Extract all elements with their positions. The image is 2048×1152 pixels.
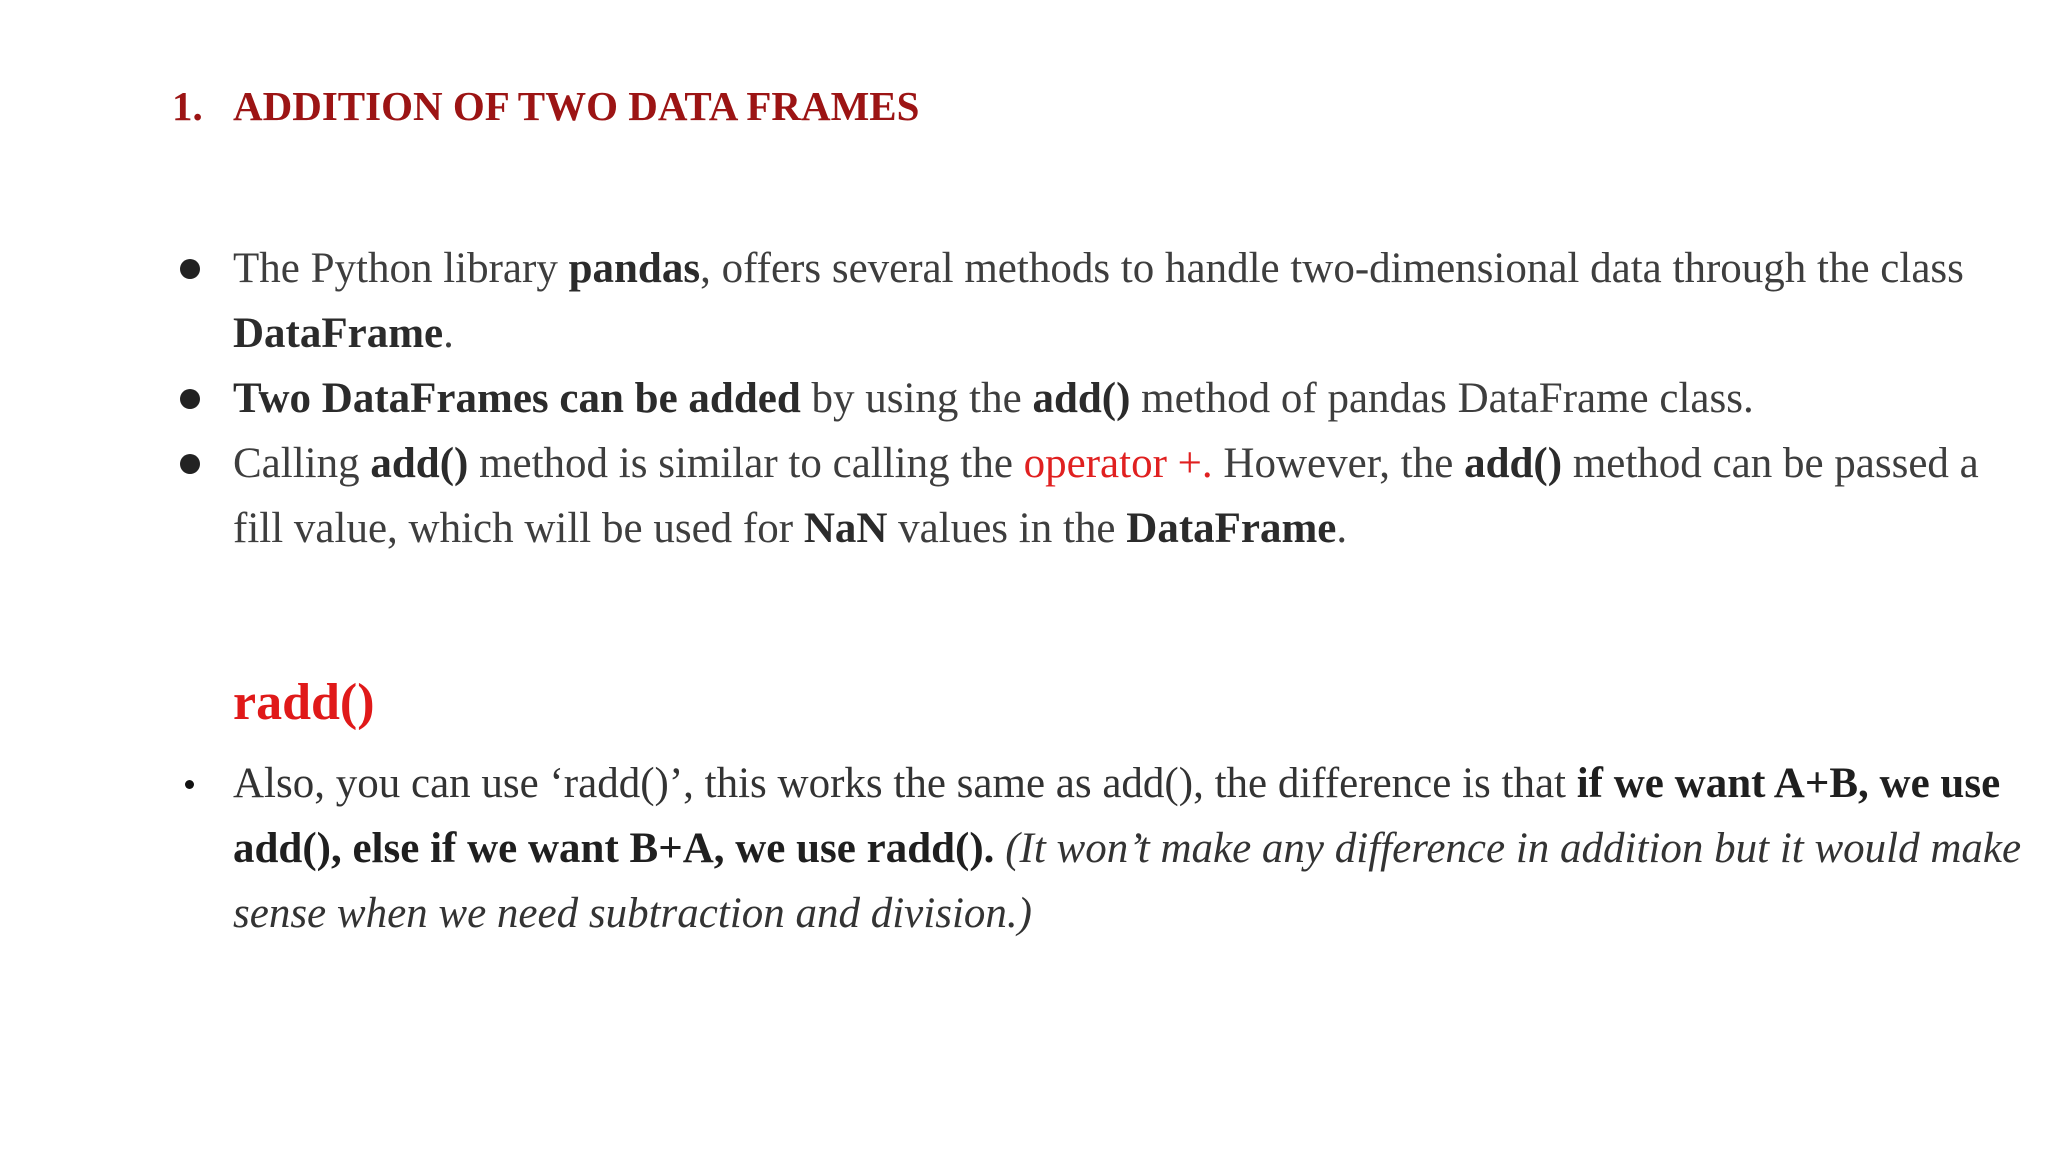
bullet-text: The Python library	[233, 245, 569, 292]
bullet-text: , offers several methods to handle two-dimensional data through the class	[700, 245, 1964, 292]
section-title: ADDITION OF TWO DATA FRAMES	[233, 83, 920, 129]
bullet-icon	[180, 389, 200, 409]
bullet-text: Also, you can use ‘radd()’, this works the same as add(), the difference is that	[233, 760, 1577, 807]
bullet-text: Calling	[233, 440, 371, 487]
bullet-text	[994, 825, 1005, 872]
bullet-text: by using the	[800, 375, 1033, 422]
bullet-bold-text: if we want A+B, we use add(), else if we want B+A, we use radd().	[233, 760, 2001, 872]
bullet-bold-text: DataFrame	[233, 310, 444, 357]
list-item	[172, 431, 2032, 561]
italic-note: (It won’t make any difference in addition but it would make sense when we need subtraction and division.)	[233, 825, 2022, 937]
section-heading	[172, 78, 919, 134]
bullet-list	[172, 236, 2032, 561]
radd-bullet-list	[172, 751, 2032, 946]
bullet-bold-text: add()	[1464, 440, 1563, 487]
list-item	[172, 751, 2032, 946]
bullet-icon	[185, 780, 194, 789]
bullet-bold-text: Two DataFrames can be added	[233, 375, 801, 422]
bullet-bold-text: DataFrame	[1126, 505, 1337, 552]
bullet-text: .	[443, 310, 454, 357]
bullet-text: method is similar to calling the	[468, 440, 1024, 487]
list-item	[172, 236, 2032, 366]
bullet-text: .	[1336, 505, 1348, 552]
list-item	[172, 366, 2032, 431]
bullet-text: However, the	[1212, 440, 1465, 487]
bullet-bold-text: add()	[370, 440, 469, 487]
bullet-bold-text: NaN	[803, 505, 888, 552]
bullet-text: method of pandas DataFrame class.	[1130, 375, 1754, 422]
section-number: 1.	[172, 83, 203, 129]
bullet-text: values in the	[887, 505, 1127, 552]
bullet-icon	[180, 259, 200, 279]
highlighted-text: operator +.	[1023, 440, 1213, 487]
bullet-text: method can be passed a fill value, which will be used for	[233, 440, 1979, 552]
subheading: radd()	[233, 674, 375, 731]
bullet-bold-text: add()	[1032, 375, 1131, 422]
bullet-bold-text: pandas	[568, 245, 701, 292]
bullet-icon	[180, 454, 200, 474]
